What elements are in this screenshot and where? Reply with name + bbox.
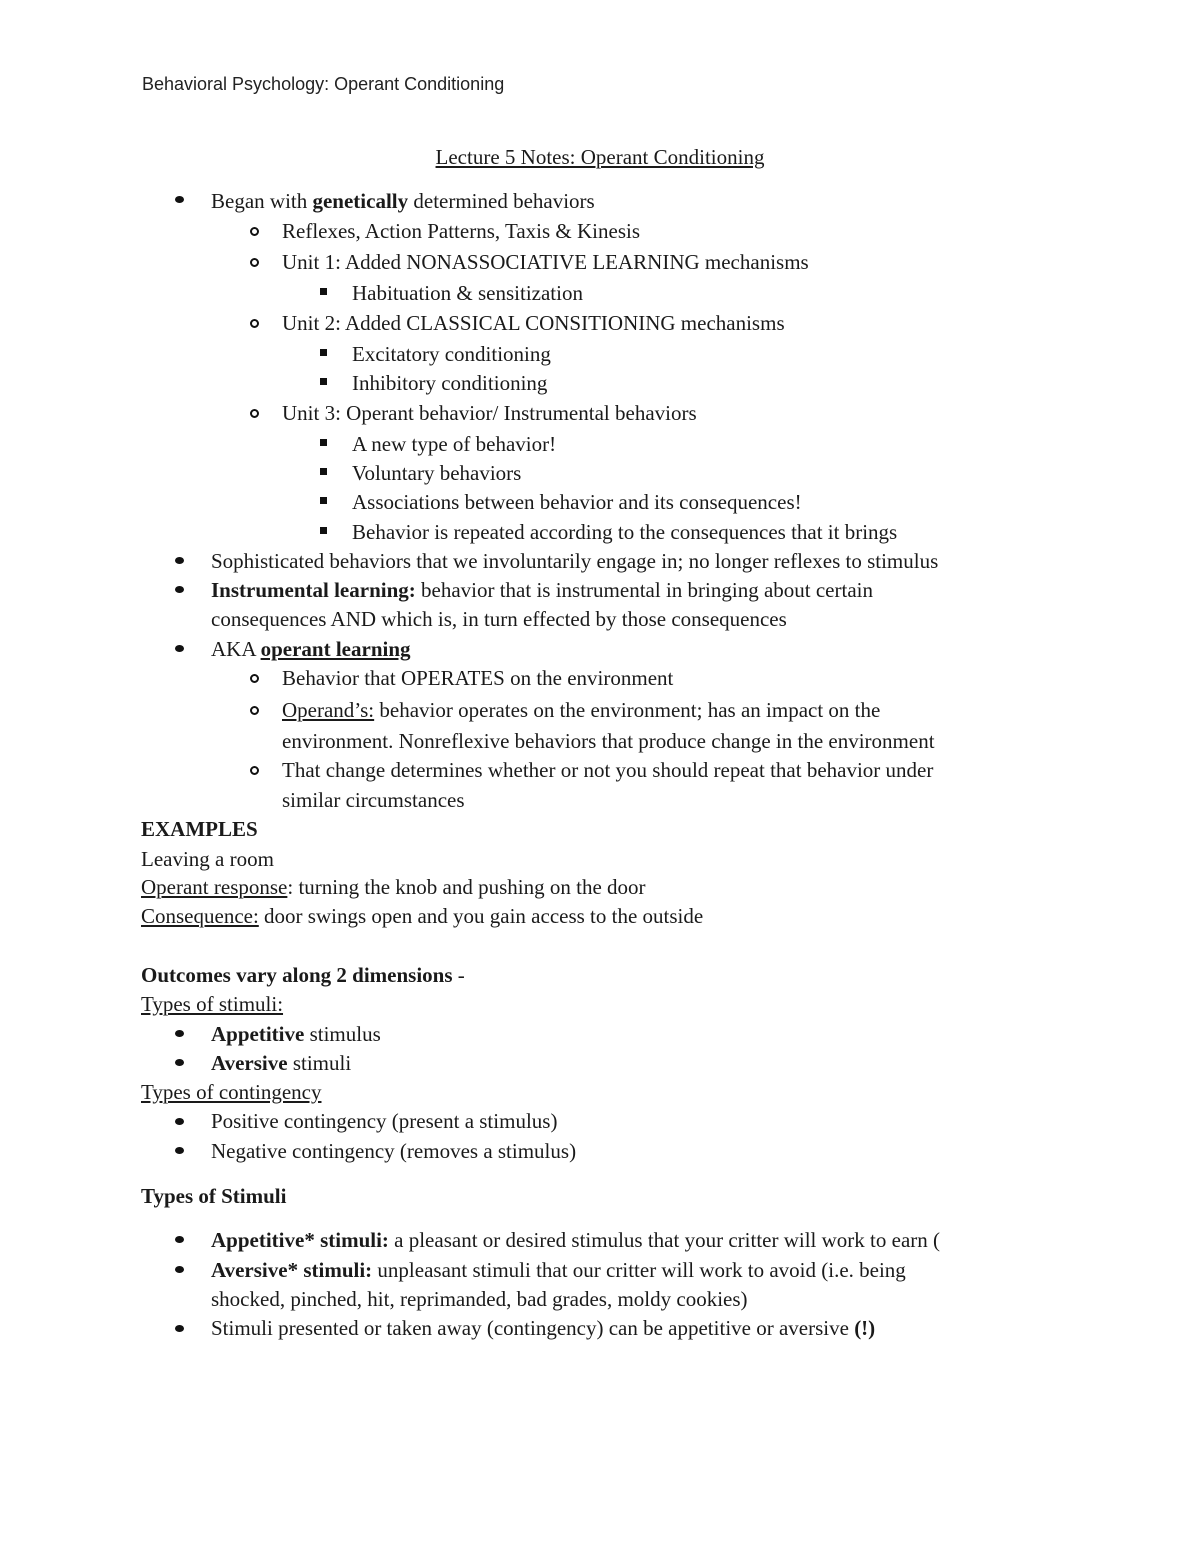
bullet-icon: [175, 1236, 184, 1243]
sub-bullet-icon: [250, 706, 259, 715]
example-text: Leaving a room: [141, 847, 274, 871]
list-item: Appetitive* stimuli: a pleasant or desired stimulus that your critter will work to earn (: [211, 1228, 941, 1252]
list-item: Reflexes, Action Patterns, Taxis & Kinesis: [282, 219, 641, 243]
sub-bullet-icon: [250, 674, 259, 683]
list-item: Negative contingency (removes a stimulus): [211, 1139, 577, 1163]
list-item: Inhibitory conditioning: [352, 371, 548, 395]
page-title: Lecture 5 Notes: Operant Conditioning: [435, 145, 765, 169]
list-item: A new type of behavior!: [352, 432, 557, 456]
list-item-continuation: environment. Nonreflexive behaviors that produce change in the environment: [282, 729, 935, 753]
list-item: Habituation & sensitization: [352, 281, 583, 305]
list-item: Operand’s: behavior operates on the environment; has an impact on the: [282, 698, 881, 722]
list-item: Unit 3: Operant behavior/ Instrumental behaviors: [282, 401, 697, 425]
list-item: Excitatory conditioning: [352, 342, 551, 366]
list-item: Behavior is repeated according to the consequences that it brings: [352, 520, 898, 544]
bullet-icon: [175, 1118, 184, 1125]
page-header: Behavioral Psychology: Operant Conditioning: [142, 74, 505, 94]
list-item: Began with genetically determined behaviors: [211, 189, 595, 213]
square-bullet-icon: [320, 468, 327, 475]
list-item: Positive contingency (present a stimulus): [211, 1109, 558, 1133]
square-bullet-icon: [320, 349, 327, 356]
list-item: Unit 1: Added NONASSOCIATIVE LEARNING mechanisms: [282, 250, 809, 274]
list-item: Unit 2: Added CLASSICAL CONSITIONING mechanisms: [282, 311, 785, 335]
list-item: Aversive stimuli: [211, 1051, 352, 1075]
square-bullet-icon: [320, 497, 327, 504]
list-item: That change determines whether or not you should repeat that behavior under: [282, 758, 934, 782]
types-heading: Types of Stimuli: [141, 1184, 287, 1208]
list-item: Behavior that OPERATES on the environment: [282, 666, 674, 690]
bullet-icon: [175, 1147, 184, 1154]
bullet-icon: [175, 196, 184, 203]
sub-bullet-icon: [250, 319, 259, 328]
sub-bullet-icon: [250, 766, 259, 775]
list-item-continuation: shocked, pinched, hit, reprimanded, bad grades, moldy cookies): [211, 1287, 748, 1311]
list-item: Appetitive stimulus: [211, 1022, 381, 1046]
bullet-icon: [175, 1266, 184, 1273]
sub-bullet-icon: [250, 258, 259, 267]
sub-bullet-icon: [250, 409, 259, 418]
list-item: Instrumental learning: behavior that is instrumental in bringing about certain: [211, 578, 873, 602]
bullet-icon: [175, 645, 184, 652]
subheading: Types of stimuli:: [141, 992, 284, 1016]
list-item: Voluntary behaviors: [352, 461, 522, 485]
bullet-icon: [175, 586, 184, 593]
bullet-icon: [175, 1325, 184, 1332]
subheading: Types of contingency: [141, 1080, 322, 1104]
bullet-icon: [175, 1030, 184, 1037]
square-bullet-icon: [320, 439, 327, 446]
list-item: Stimuli presented or taken away (contingency) can be appetitive or aversive (!): [211, 1316, 876, 1340]
list-item: Associations between behavior and its consequences!: [352, 490, 802, 514]
list-item-continuation: similar circumstances: [282, 788, 465, 812]
bullet-icon: [175, 1059, 184, 1066]
example-text: Consequence: door swings open and you gain access to the outside: [141, 904, 704, 928]
list-item: Aversive* stimuli: unpleasant stimuli that our critter will work to avoid (i.e. being: [211, 1258, 906, 1282]
sub-bullet-icon: [250, 227, 259, 236]
square-bullet-icon: [320, 527, 327, 534]
examples-heading: EXAMPLES: [141, 817, 258, 841]
list-item-continuation: consequences AND which is, in turn effected by those consequences: [211, 607, 787, 631]
bullet-icon: [175, 557, 184, 564]
example-text: Operant response: turning the knob and pushing on the door: [141, 875, 646, 899]
outcomes-heading: Outcomes vary along 2 dimensions -: [141, 963, 465, 987]
square-bullet-icon: [320, 378, 327, 385]
list-item: Sophisticated behaviors that we involuntarily engage in; no longer reflexes to stimulus: [211, 549, 939, 573]
list-item: AKA operant learning: [211, 637, 411, 661]
square-bullet-icon: [320, 288, 327, 295]
